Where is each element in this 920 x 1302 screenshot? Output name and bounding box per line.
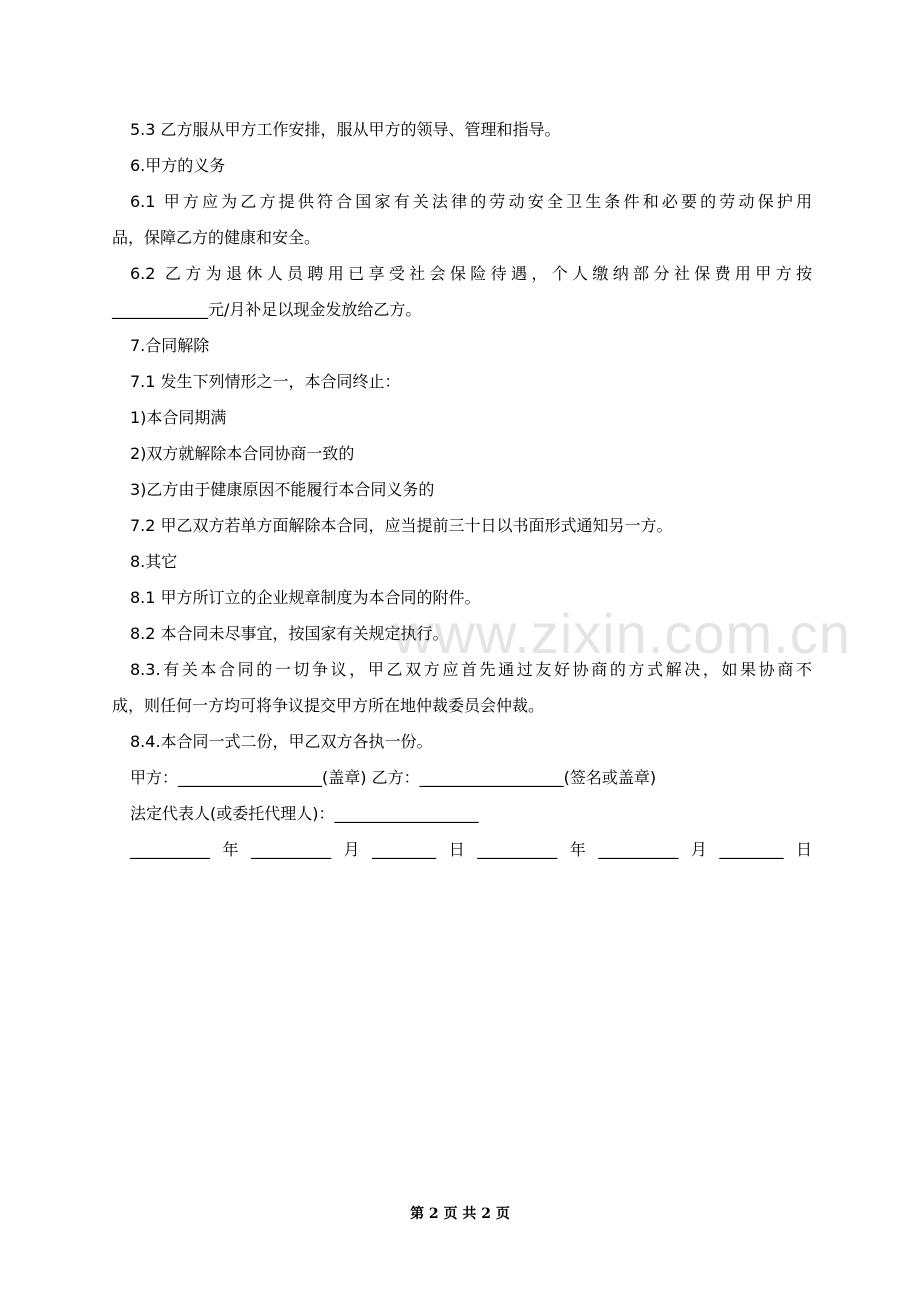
clause-6-2-line-2: ____________元/月补足以现金发放给乙方。 <box>112 300 422 319</box>
clause-8-1: 8.1 甲方所订立的企业规章制度为本合同的附件。 <box>130 588 481 607</box>
clause-8-3-line-2: 成，则任何一方均可将争议提交甲方所在地仲裁委员会仲裁。 <box>112 696 545 715</box>
clause-8-3-line-1: 8.3.有关本合同的一切争议，甲乙双方应首先通过友好协商的方式解决，如果协商不 <box>130 660 812 679</box>
list-item-3: 3)乙方由于健康原因不能履行本合同义务的 <box>130 480 435 499</box>
page-number-footer: 第 2 页 共 2 页 <box>410 1206 510 1222</box>
section-7-heading: 7.合同解除 <box>130 336 210 355</box>
clause-8-2: 8.2 本合同未尽事宜，按国家有关规定执行。 <box>130 624 449 643</box>
list-item-1: 1)本合同期满 <box>130 408 227 427</box>
clause-6-1-line-2: 品，保障乙方的健康和安全。 <box>112 228 321 247</box>
legal-representative-line: 法定代表人(或委托代理人)：__________________ <box>130 804 479 823</box>
signature-parties-line: 甲方：__________________(盖章) 乙方：__________________(签名或盖章) <box>130 768 657 787</box>
watermark: www.zixin.com.cn <box>393 602 851 665</box>
contract-body <box>112 112 812 868</box>
clause-7-2: 7.2 甲乙双方若单方面解除本合同，应当提前三十日以书面形式通知另一方。 <box>130 516 673 535</box>
list-item-2: 2)双方就解除本合同协商一致的 <box>130 444 355 463</box>
clause-5-3: 5.3 乙方服从甲方工作安排，服从甲方的领导、管理和指导。 <box>130 120 561 139</box>
section-8-heading: 8.其它 <box>130 552 178 571</box>
clause-6-1-line-1: 6.1 甲方应为乙方提供符合国家有关法律的劳动安全卫生条件和必要的劳动保护用 <box>130 192 812 211</box>
clause-7-1: 7.1 发生下列情形之一，本合同终止： <box>130 372 401 391</box>
signature-date-line: __________年__________月________日__________年__________月________日 <box>130 840 812 859</box>
clause-8-4: 8.4.本合同一式二份，甲乙双方各执一份。 <box>130 732 433 751</box>
section-6-heading: 6.甲方的义务 <box>130 156 226 175</box>
clause-6-2-line-1: 6.2 乙方为退休人员聘用已享受社会保险待遇，个人缴纳部分社保费用甲方按 <box>130 264 812 283</box>
